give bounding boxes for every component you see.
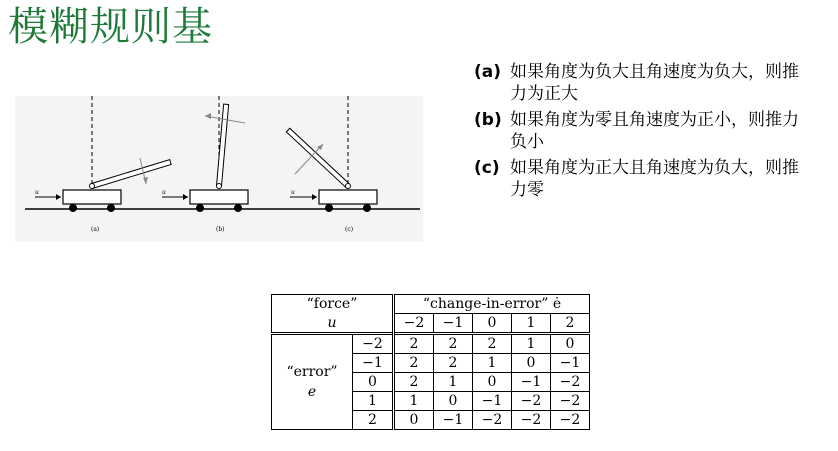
table-cell: 2 bbox=[394, 334, 434, 354]
table-cell: 0 bbox=[434, 392, 473, 411]
table-cell: 1 bbox=[394, 392, 434, 411]
table-cell: 1 bbox=[434, 373, 473, 392]
row-value: −1 bbox=[352, 354, 393, 373]
input-label-a: u bbox=[35, 189, 39, 196]
table-cell: −1 bbox=[512, 373, 551, 392]
table-cell: −2 bbox=[551, 373, 590, 392]
rule-item-c bbox=[474, 157, 804, 201]
rule-tag: (a) bbox=[474, 62, 502, 82]
caption-b: (b) bbox=[216, 226, 225, 233]
row-header: “error” bbox=[286, 364, 338, 380]
cart-pole-illustration bbox=[15, 96, 423, 242]
input-label-b: u bbox=[162, 189, 166, 196]
rule-text: 如果角度为零且角速度为正小，则推力负小 bbox=[510, 110, 799, 152]
col-value: 1 bbox=[512, 314, 551, 334]
table-cell: −2 bbox=[473, 411, 512, 430]
row-variable: e bbox=[307, 384, 317, 400]
table-cell: 1 bbox=[512, 334, 551, 354]
corner-label: “force” bbox=[272, 295, 394, 314]
cart-pole-figure bbox=[15, 96, 423, 242]
rule-tag: (c) bbox=[474, 158, 500, 178]
panel-b bbox=[162, 96, 290, 233]
panel-a bbox=[25, 96, 171, 233]
rule-text: 如果角度为负大且角速度为负大，则推力为正大 bbox=[510, 62, 799, 104]
table-cell: −1 bbox=[434, 411, 473, 430]
input-label-c: u bbox=[291, 189, 295, 196]
table-cell: 0 bbox=[551, 334, 590, 354]
table-cell: −2 bbox=[551, 392, 590, 411]
col-value: −1 bbox=[434, 314, 473, 334]
table-cell: −2 bbox=[512, 411, 551, 430]
rule-item-a bbox=[474, 61, 804, 105]
table-cell: 0 bbox=[512, 354, 551, 373]
row-value: 0 bbox=[352, 373, 393, 392]
table-cell: −1 bbox=[551, 354, 590, 373]
table-row bbox=[272, 334, 590, 354]
col-value: 0 bbox=[473, 314, 512, 334]
table-cell: 2 bbox=[473, 334, 512, 354]
row-value: 1 bbox=[352, 392, 393, 411]
caption-a: (a) bbox=[91, 226, 100, 233]
page-title: 模糊规则基 bbox=[8, 4, 213, 50]
table-cell: 2 bbox=[434, 354, 473, 373]
column-header: “change-in-error” ė bbox=[394, 295, 590, 314]
rule-list bbox=[474, 61, 804, 205]
row-value: 2 bbox=[352, 411, 393, 430]
table-cell: 2 bbox=[394, 354, 434, 373]
table-cell: 0 bbox=[394, 411, 434, 430]
caption-c: (c) bbox=[345, 226, 354, 233]
rule-item-b bbox=[474, 109, 804, 153]
rule-tag: (b) bbox=[474, 110, 502, 130]
row-header-cell bbox=[272, 334, 353, 430]
rule-text: 如果角度为正大且角速度为负大，则推力零 bbox=[510, 158, 799, 200]
col-value: 2 bbox=[551, 314, 590, 334]
row-value: −2 bbox=[352, 334, 393, 354]
table-cell: −1 bbox=[473, 392, 512, 411]
table-cell: 2 bbox=[394, 373, 434, 392]
table-cell: 2 bbox=[434, 334, 473, 354]
table-cell: 0 bbox=[473, 373, 512, 392]
col-value: −2 bbox=[394, 314, 434, 334]
panel-c bbox=[286, 96, 420, 233]
table-cell: −2 bbox=[512, 392, 551, 411]
rule-table bbox=[271, 294, 590, 430]
table-cell: 1 bbox=[473, 354, 512, 373]
rule-table-grid bbox=[271, 294, 590, 430]
corner-variable: u bbox=[272, 314, 394, 334]
table-cell: −2 bbox=[551, 411, 590, 430]
